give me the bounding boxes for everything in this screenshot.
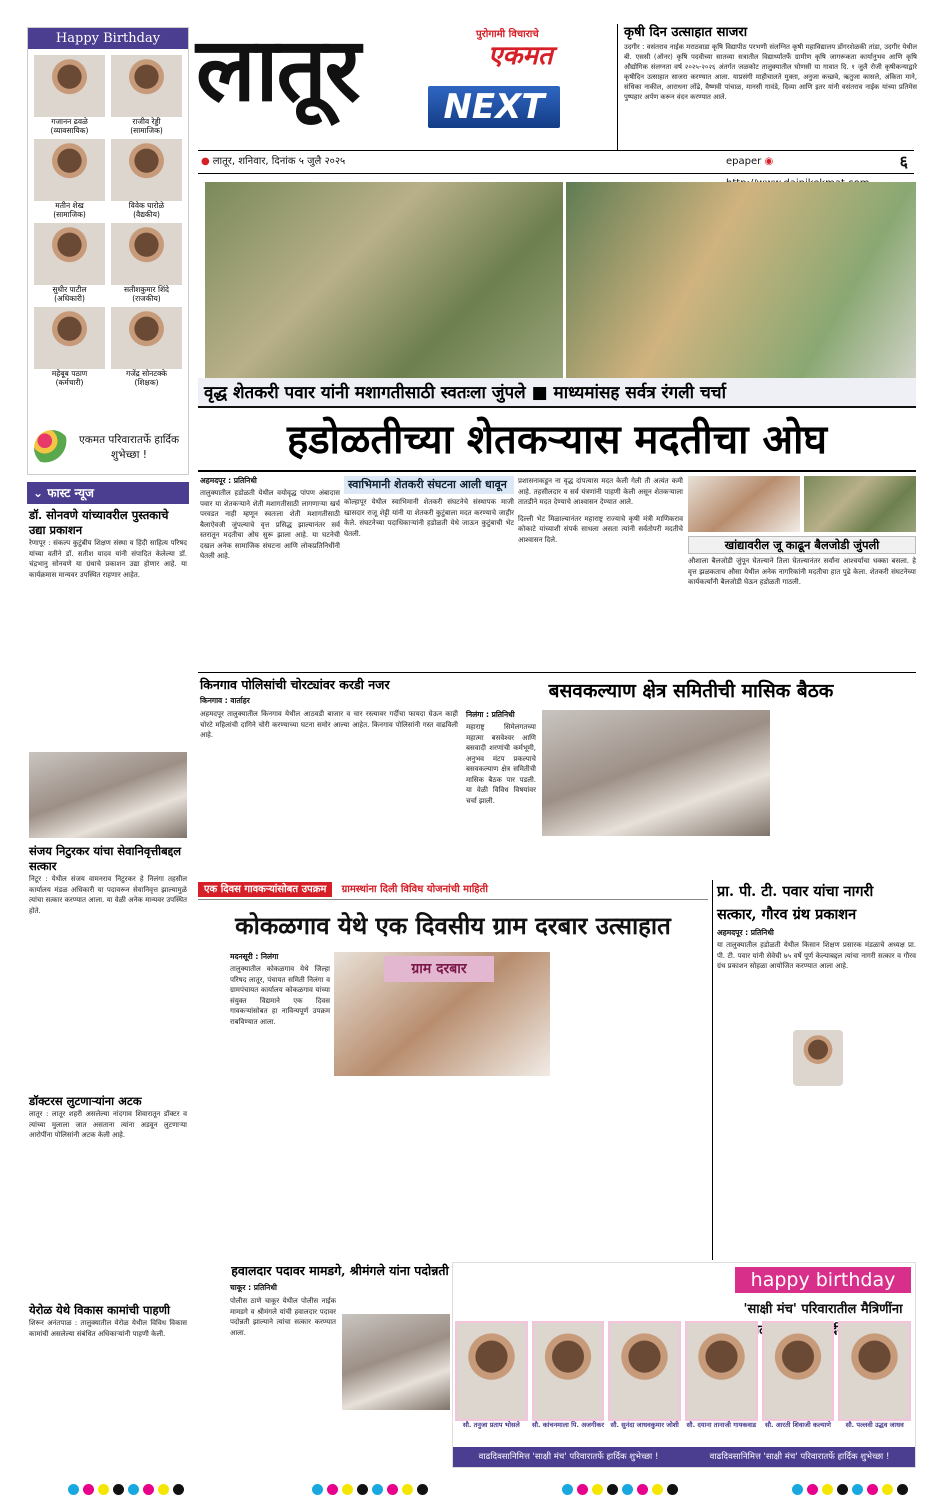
lead-photo-left bbox=[205, 182, 563, 378]
fast-news-item bbox=[27, 842, 189, 1092]
lead-text-3: प्रशासनाकडून ना वृद्ध दांपत्यास मदत केली गेली ती अत्यंत कमी आहे. तहसीलदार व सर्व यंत्रणांनी पाहणी केली असून शेतकऱ्याला तातडीने मदत देण्याचे आश्वासन देण्यात आले. bbox=[518, 477, 683, 506]
pawar-dateline: अहमदपूर : प्रतिनिधी bbox=[717, 928, 774, 937]
birthday-person bbox=[34, 223, 105, 303]
page-number: ६ bbox=[899, 152, 908, 171]
sakshi-person bbox=[838, 1321, 911, 1447]
birthday-name: मतीन शेख bbox=[55, 201, 84, 210]
registration-dot-icon bbox=[822, 1484, 833, 1495]
kokalgaon-photo bbox=[334, 952, 550, 1076]
next-logo: NEXT bbox=[428, 86, 560, 128]
pawar-headline: प्रा. पी. टी. पवार यांचा नागरी सत्कार, गौरव ग्रंथ प्रकाशन bbox=[717, 883, 874, 923]
sakshi-birthday bbox=[452, 1262, 916, 1468]
registration-dot-icon bbox=[882, 1484, 893, 1495]
lead-subhead: स्वाभिमानी शेतकरी संघटना आली धावून bbox=[344, 476, 514, 494]
registration-dot-icon bbox=[372, 1484, 383, 1495]
lead-photo-right bbox=[566, 182, 916, 378]
sakshi-name: सौ. आरती शिवाजी कल्याणे bbox=[764, 1421, 832, 1429]
kokalgaon-article bbox=[200, 952, 708, 1258]
basav-dateline: निलंगा : प्रतिनिधी bbox=[466, 710, 515, 719]
registration-dot-icon bbox=[417, 1484, 428, 1495]
fast-news-text-3: लातूर : लातूर शहरी असलेल्या नांदगाव शिवारातून डॉक्टर व त्यांच्या मुलाला जात असताना त्यांना अडवून लुटणाऱ्या आरोपींना पोलिसांनी अटक केली आहे. bbox=[29, 1110, 187, 1139]
strip-right: ग्रामस्थांना दिली विविध योजनांची माहिती bbox=[341, 884, 488, 895]
bailjodi-photo-2 bbox=[804, 476, 916, 532]
sakshi-footer: वाढदिवसानिमित्त 'साक्षी मंच' परिवारातर्फे हार्दिक शुभेच्छा ! वाढदिवसानिमित्त 'साक्षी मंच' परिवारातर्फे हार्दिक शुभेच्छा ! bbox=[453, 1447, 915, 1467]
sakshi-banner: happy birthday bbox=[735, 1267, 911, 1293]
sakshi-name: सौ. पल्लवी उद्धव जाधव bbox=[845, 1421, 904, 1429]
fast-news-photo bbox=[29, 752, 187, 838]
basav-headline: बसवकल्याण क्षेत्र समितीची मासिक बैठक bbox=[548, 680, 834, 702]
krishi-article bbox=[617, 24, 917, 150]
fast-news-text-4: शिरूर अनंतपाळ : तालुक्यातील येरोळ येथील विविध विकास कामांची असलेल्या संबंधित अधिकाऱ्यांनी पाहणी केली. bbox=[29, 1319, 187, 1338]
registration-dot-icon bbox=[837, 1484, 848, 1495]
birthday-person bbox=[111, 307, 182, 387]
registration-dot-icon bbox=[357, 1484, 368, 1495]
avatar bbox=[455, 1321, 528, 1421]
kokalgaon-text: तालुक्यातील कोकळगाव येथे जिल्हा परिषद लातूर, पंचायत समिती निलंगा व ग्रामपंचायत कार्यालय कोकळगाव यांच्या संयुक्त विद्यमाने एक दिवस गावकऱ्यांसोबत हा नाविन्यपूर्ण उपक्रम राबविण्यात आला. bbox=[230, 965, 330, 1026]
avatar bbox=[34, 139, 105, 201]
bailjodi-article bbox=[688, 476, 916, 668]
sakshi-person bbox=[762, 1321, 835, 1447]
fast-news-text-1: रेणापूर : संकल्प कुटुंबीय शिक्षण संस्था व हिंदी साहित्य परिषद यांच्या वतीने डॉ. सतीश यादव यांनी संपादित केलेल्या डॉ. चंद्रभानु सोनवणे या ग्रंथाचे प्रकाशन उद्या होणार आहे. या कार्यक्रमास मान्यवर उपस्थित राहणार आहेत. bbox=[29, 539, 187, 579]
havaldar-headline: हवालदार पदावर मामडगे, श्रीमंगले यांना पदोन्नती bbox=[231, 1263, 449, 1278]
sakshi-name: सौ. कांचनमाला पि. अजगीकर bbox=[531, 1421, 604, 1429]
avatar bbox=[685, 1321, 758, 1421]
registration-dot-icon bbox=[312, 1484, 323, 1495]
birthday-person bbox=[34, 307, 105, 387]
kingaon-dateline: किनगाव : वार्ताहर bbox=[200, 696, 250, 705]
avatar bbox=[111, 307, 182, 369]
masthead bbox=[196, 18, 614, 164]
birthday-name: सुधीर पाटील bbox=[52, 285, 87, 294]
basav-article bbox=[466, 676, 916, 874]
birthday-sidebar bbox=[27, 27, 189, 475]
havaldar-text: पोलीस ठाणे चाकूर येथील पोलीस नाईक मामडगे व श्रीमंगले यांची हवालदार पदावर पदोन्नती झाल्याने त्यांचा सत्कार करण्यात आला. bbox=[230, 1297, 336, 1337]
fast-news-item bbox=[27, 1301, 189, 1341]
flower-bouquet-icon bbox=[34, 430, 70, 466]
avatar bbox=[111, 223, 182, 285]
birthday-role: (व्यावसायिक) bbox=[50, 126, 89, 135]
registration-dot-icon bbox=[387, 1484, 398, 1495]
birthday-name: महेबूब पठाण bbox=[51, 369, 88, 378]
pawar-text: या तालुक्यातील हडोळती येथील किसान शिक्षण प्रसारक मंडळाचे अध्यक्ष प्रा. पी. टी. पवार यांनी सेवेची ७५ वर्षे पूर्ण केल्याबद्दल त्यांचा नागरी सत्कार व गौरव ग्रंथ प्रकाशन सोहळा आयोजित करण्यात आला आहे. bbox=[717, 941, 916, 970]
registration-marks bbox=[0, 1478, 945, 1496]
bailjodi-photo-1 bbox=[688, 476, 800, 532]
lead-text-4: दिल्ली भेट मिळाल्यानंतर महाराष्ट्र राज्याचे कृषी मंत्री माणिकराव कोकाटे यांच्याशी संपर्क साधला असता त्यांनी सर्वतोपरी मदतीचे आश्वासन दिले. bbox=[518, 514, 683, 544]
registration-dot-icon bbox=[867, 1484, 878, 1495]
chevron-down-icon: ⌄ bbox=[33, 486, 44, 500]
fast-news-label: ⌄ फास्ट न्यूज bbox=[27, 482, 189, 504]
birthday-person bbox=[111, 55, 182, 135]
registration-dot-icon bbox=[637, 1484, 648, 1495]
lead-text-1: तालुक्यातील हडोळती येथील वयोवृद्ध पांपण अंबादास पवार या शेतकऱ्याने शेती मशागतीसाठी लागणाऱ्या खर्च परवडत नाही म्हणून स्वतःला शेती मशागतीसाठी बैलाऐवजी जुंपल्याचे वृत्त प्रसिद्ध झाल्यानंतर सर्व स्तरातून मदतीचा ओघ सुरू झाला आहे. या घटनेची दखल अनेक सामाजिक संघटना आणि लोकप्रतिनिधींनी घेतली आहे. bbox=[200, 489, 340, 560]
registration-dot-icon bbox=[173, 1484, 184, 1495]
havaldar-photo bbox=[342, 1314, 450, 1410]
registration-dot-icon bbox=[98, 1484, 109, 1495]
birthday-role: (वैद्यकीय) bbox=[133, 210, 160, 219]
registration-dot-icon bbox=[143, 1484, 154, 1495]
fast-news-title-2: संजय निटुरकर यांचा सेवानिवृत्तीबद्दल सत्कार bbox=[29, 844, 182, 873]
fast-news bbox=[27, 482, 189, 1468]
fast-news-item bbox=[27, 1092, 189, 1301]
registration-dot-icon bbox=[83, 1484, 94, 1495]
kingaon-article bbox=[200, 676, 458, 874]
lead-dateline: अहमदपूर : प्रतिनिधी bbox=[200, 476, 257, 485]
birthday-name: विवेक घारोळे bbox=[128, 201, 165, 210]
registration-dot-icon bbox=[68, 1484, 79, 1495]
brand-logo: एकमत bbox=[488, 41, 553, 71]
kingaon-headline: किनगाव पोलिसांची चोरट्यांवर करडी नजर bbox=[200, 677, 390, 692]
registration-dot-icon bbox=[577, 1484, 588, 1495]
avatar bbox=[532, 1321, 605, 1421]
kokalgaon-photo-banner: ग्राम दरबार bbox=[384, 956, 494, 982]
sakshi-person bbox=[685, 1321, 758, 1447]
registration-dot-icon bbox=[852, 1484, 863, 1495]
birthday-person bbox=[111, 139, 182, 219]
sakshi-name: सौ. सुनंदा जाधवकुमार जोशी bbox=[610, 1421, 679, 1429]
masthead-title: लातूर bbox=[196, 18, 359, 121]
bailjodi-headline: खांद्यावरील जू काढून बैलजोडी जुंपली bbox=[688, 536, 916, 554]
avatar bbox=[34, 307, 105, 369]
sakshi-message: 'साक्षी मंच' परिवारातील मैत्रिणींना bbox=[743, 1302, 903, 1317]
registration-dot-icon bbox=[113, 1484, 124, 1495]
krishi-headline: कृषी दिन उत्साहात साजरा bbox=[624, 25, 748, 40]
birthday-person bbox=[34, 139, 105, 219]
sakshi-person bbox=[455, 1321, 528, 1447]
lead-text-2: कोल्हापूर येथील स्वाभिमानी शेतकरी संघटनेचे संस्थापक माजी खासदार राजू शेट्टी यांनी या शेतकरी कुटुंबाला मदत करण्याचे जाहीर केले. संघटनेच्या पदाधिकाऱ्यांनी हडोळती येथे जाऊन कुटुंबाची भेट घेतली. bbox=[344, 498, 514, 538]
havaldar-dateline: चाकूर : प्रतिनिधी bbox=[230, 1283, 277, 1292]
lead-col-1 bbox=[200, 476, 340, 666]
fast-news-item bbox=[27, 504, 189, 748]
sakshi-person bbox=[532, 1321, 605, 1447]
avatar bbox=[111, 139, 182, 201]
pawar-photo bbox=[793, 1030, 843, 1086]
havaldar-article bbox=[230, 1262, 450, 1468]
avatar bbox=[762, 1321, 835, 1421]
registration-dot-icon bbox=[592, 1484, 603, 1495]
pawar-article bbox=[712, 880, 916, 1260]
lead-photo-caption: वृद्ध शेतकरी पवार यांनी मशागतीसाठी स्वतःला जुंपले ■ माध्यमांसह सर्वत्र रंगली चर्चा bbox=[204, 383, 726, 403]
dateline-bar: ● लातूर, शनिवार, दिनांक ५ जुलै २०२५ epaper ◉ ६ bbox=[198, 150, 914, 174]
pin-icon: ● bbox=[201, 156, 210, 167]
birthday-role: (कर्मचारी) bbox=[55, 378, 84, 387]
fast-news-title-4: येरोळ येथे विकास कामांची पाहणी bbox=[29, 1303, 170, 1317]
registration-dot-icon bbox=[622, 1484, 633, 1495]
registration-dot-icon bbox=[128, 1484, 139, 1495]
krishi-text: उदगीर : वसंतराव नाईक मराठवाडा कृषि विद्यापीठ परभणी संलग्नित कृषी महाविद्यालय डोंगरशेळकी तांडा, उदगीर येथील बी. एससी (ऑनर) कृषि पदवीच्या सातव्या सत्रातील विद्यार्थ्यांतर्फे ग्रामीण कृषि जागरूकता कार्यानुभव आणि कृषि औद्योगिक संलग्नता वर्ष २०२५-२०२६ अंतर्गत जळकोट तालुक्यातील घोणसी या गावात दि. १ जुलै रोजी कृषीकन्याद्वारे कृषीदिन उत्साहात साजरा करण्यात आला. याप्रसंगी माहीचालते मुक्ता, अनुजा कच्छवे, ऋतुजा कासले, अंकिता माने, संधिका नाकील, आराधना लोंढे, वैष्णवी पांचाळ, मानसी गावंडे, दिव्या आणि इतर यांनी वसंतराव नाईक यांच्या प्रतिमेस पुष्पहार अर्पण करून वंदन करण्यात आले. bbox=[624, 43, 917, 101]
registration-dot-icon bbox=[897, 1484, 908, 1495]
birthday-role: (सामाजिक) bbox=[53, 210, 86, 219]
registration-dot-icon bbox=[158, 1484, 169, 1495]
sakshi-name: सौ. तनुजा प्रताप भोसले bbox=[462, 1421, 520, 1429]
lead-col-3 bbox=[518, 476, 683, 666]
strip-left: एक दिवस गावकऱ्यांसोबत उपक्रम bbox=[198, 882, 332, 897]
fast-news-text-2: निटूर : येथील संजय वामनराव निटुरकर हे निलंगा तहसील कार्यालय मंडळ अधिकारी या पदावरून सेवानिवृत्त झाल्यामुळे त्यांचा सत्कार करण्यात आला. या वेळी अनेक मान्यवर उपस्थित होते. bbox=[29, 875, 187, 915]
birthday-name: सतीशकुमार शिंदे bbox=[123, 285, 170, 294]
birthday-role: (राजकीय) bbox=[132, 294, 161, 303]
registration-dot-icon bbox=[792, 1484, 803, 1495]
birthday-name: गजेंद्र सोनटक्के bbox=[126, 369, 167, 378]
dateline: लातूर, शनिवार, दिनांक ५ जुलै २०२५ bbox=[212, 156, 346, 167]
registration-dot-icon bbox=[562, 1484, 573, 1495]
registration-dot-icon bbox=[652, 1484, 663, 1495]
birthday-title: Happy Birthday bbox=[28, 28, 188, 49]
birthday-name: राजीव रेड्डी bbox=[132, 117, 161, 126]
registration-dot-icon bbox=[607, 1484, 618, 1495]
avatar bbox=[838, 1321, 911, 1421]
birthday-person bbox=[34, 55, 105, 135]
lead-photo-caption-bar bbox=[198, 378, 916, 408]
birthday-person bbox=[111, 223, 182, 303]
sakshi-name: सौ. दयाना तानाजी गायकवाड bbox=[686, 1421, 757, 1429]
basav-photo bbox=[542, 710, 770, 836]
fast-news-title-1: डॉ. सोनवणे यांच्यावरील पुस्तकाचे उद्या प्रकाशन bbox=[29, 508, 169, 537]
bailjodi-text: औशाला बैलजोडी जुंपून घेतल्याने तिला घेतल्यानंतर सर्वांना आश्चर्याचा धक्का बसला. हे वृत्त झळकताच औसा येथील अनेक नागरिकांनी मदतीचा हात पुढे केला. शेतकरी संघटनेच्या कार्यकर्त्यांनी बैलजोडी घेऊन हडोळती गाठली. bbox=[688, 557, 916, 586]
fast-news-title-3: डॉक्टरस लुटणाऱ्यांना अटक bbox=[29, 1094, 142, 1108]
kokalgaon-dateline: मदनसूरी : निलंगा bbox=[230, 952, 279, 961]
avatar bbox=[34, 55, 105, 117]
lead-headline: हडोळतीच्या शेतकऱ्यास मदतीचा ओघ bbox=[286, 417, 828, 463]
registration-dot-icon bbox=[667, 1484, 678, 1495]
birthday-wish: एकमत परिवारातर्फे हार्दिक शुभेच्छा ! bbox=[78, 434, 180, 461]
basav-text: महाराष्ट्र सिमेलगतच्या महात्मा बसवेश्वर आणि बसवादी शरणांची कर्मभूमी, अनुभव मंटप प्रकल्पाचे बसवकल्याण क्षेत्र समितीची मासिक बैठक पार पडली. या वेळी विविध विषयांवर चर्चा झाली. bbox=[466, 723, 536, 805]
sakshi-person bbox=[608, 1321, 681, 1447]
masthead-tagline: पुरोगामी विचाराचे bbox=[476, 29, 539, 40]
lead-col-2 bbox=[344, 476, 514, 666]
yojana-strip bbox=[198, 880, 708, 900]
avatar bbox=[608, 1321, 681, 1421]
birthday-role: (शिक्षक) bbox=[134, 378, 159, 387]
avatar bbox=[111, 55, 182, 117]
kokalgaon-headline: कोकळगाव येथे एक दिवसीय ग्राम दरबार उत्साहात bbox=[235, 911, 671, 940]
birthday-name: गजानन ढवळे bbox=[51, 117, 88, 126]
registration-dot-icon bbox=[402, 1484, 413, 1495]
epaper-label: epaper bbox=[726, 156, 762, 167]
avatar bbox=[34, 223, 105, 285]
registration-dot-icon bbox=[342, 1484, 353, 1495]
registration-dot-icon bbox=[327, 1484, 338, 1495]
registration-dot-icon bbox=[807, 1484, 818, 1495]
birthday-role: (अधिकारी) bbox=[54, 294, 85, 303]
kingaon-text: अहमदपूर तालुक्यातील किनगाव येथील आठवडी बाजार व चार रस्त्यावर गर्दीचा फायदा घेऊन काही चोरटे महिलांची दागिने चोरी करण्याच्या घटना समोर आल्या आहेत. किनगाव पोलिसांनी गस्त वाढविली आहे. bbox=[200, 710, 458, 739]
birthday-role: (सामाजिक) bbox=[130, 126, 163, 135]
